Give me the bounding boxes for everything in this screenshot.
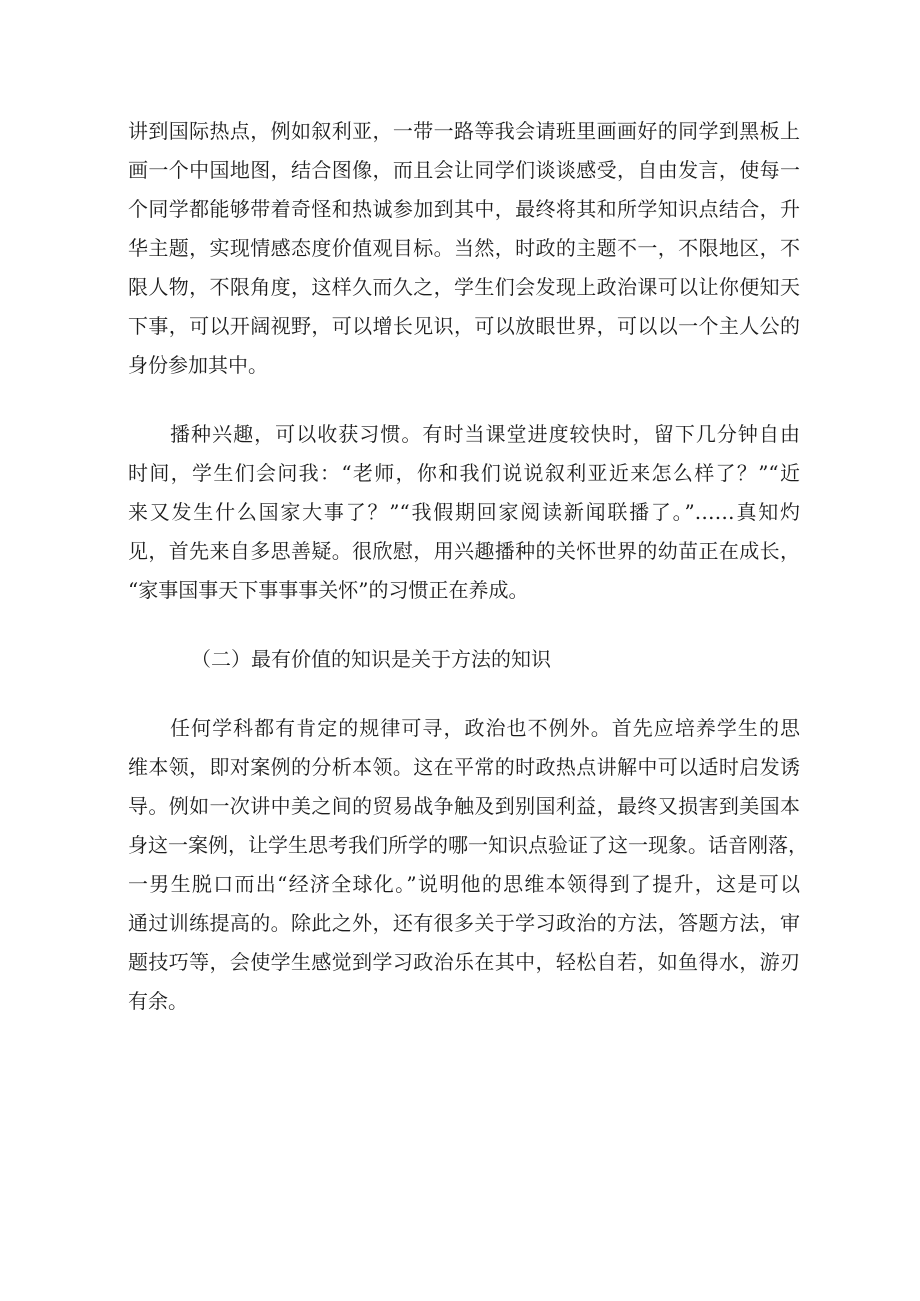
paragraph-line: 个同学都能够带着奇怪和热诚参加到其中，最终将其和所学知识点结合，升 (128, 197, 800, 221)
paragraph-line: 一男生脱口而出“经济全球化。”说明他的思维本领得到了提升，这是可以 (128, 872, 800, 896)
paragraph-line: 华主题，实现情感态度价值观目标。当然，时政的主题不一，不限地区，不 (128, 236, 800, 260)
paragraph-line: 播种兴趣，可以收获习惯。有时当课堂进度较快时，留下几分钟自由 (170, 422, 800, 446)
paragraph-2 (128, 415, 800, 610)
paragraph-line: 下事，可以开阔视野，可以增长见识，可以放眼世界，可以以一个主人公的 (128, 314, 800, 338)
paragraph-line: 时间，学生们会问我：“老师，你和我们说说叙利亚近来怎么样了？”“近 (128, 461, 800, 485)
document-body (128, 112, 808, 1021)
paragraph-line: 导。例如一次讲中美之间的贸易战争触及到别国利益，最终又损害到美国本 (128, 794, 800, 818)
paragraph-gap (128, 679, 800, 709)
paragraph-1 (128, 112, 800, 385)
paragraph-3 (128, 709, 808, 1021)
paragraph-line: “家事国事天下事事事关怀”的习惯正在养成。 (128, 578, 529, 602)
paragraph-line: 讲到国际热点，例如叙利亚，一带一路等我会请班里画画好的同学到黑板上 (128, 119, 800, 143)
paragraph-line: 来又发生什么国家大事了？”“我假期回家阅读新闻联播了。”……真知灼 (128, 500, 800, 524)
paragraph-line: 任何学科都有肯定的规律可寻，政治也不例外。首先应培养学生的思 (170, 716, 800, 740)
paragraph-line: 有余。 (128, 989, 188, 1013)
paragraph-line: 画一个中国地图，结合图像，而且会让同学们谈谈感受，自由发言，使每一 (128, 158, 800, 182)
paragraph-line: 身这一案例，让学生思考我们所学的哪一知识点验证了这一现象。话音刚落， (128, 833, 808, 857)
paragraph-line: 身份参加其中。 (128, 353, 268, 377)
paragraph-line: 题技巧等，会使学生感觉到学习政治乐在其中，轻松自若，如鱼得水，游刃 (128, 950, 800, 974)
section-heading (128, 640, 800, 679)
paragraph-line: 限人物，不限角度，这样久而久之，学生们会发现上政治课可以让你便知天 (128, 275, 800, 299)
paragraph-gap (128, 610, 800, 640)
paragraph-line: 通过训练提高的。除此之外，还有很多关于学习政治的方法，答题方法，审 (128, 911, 800, 935)
paragraph-line: 见，首先来自多思善疑。很欣慰，用兴趣播种的关怀世界的幼苗正在成长， (128, 539, 800, 563)
section-heading-text: （二）最有价值的知识是关于方法的知识 (191, 647, 551, 671)
paragraph-line: 维本领，即对案例的分析本领。这在平常的时政热点讲解中可以适时启发诱 (128, 755, 800, 779)
paragraph-gap (128, 385, 800, 415)
